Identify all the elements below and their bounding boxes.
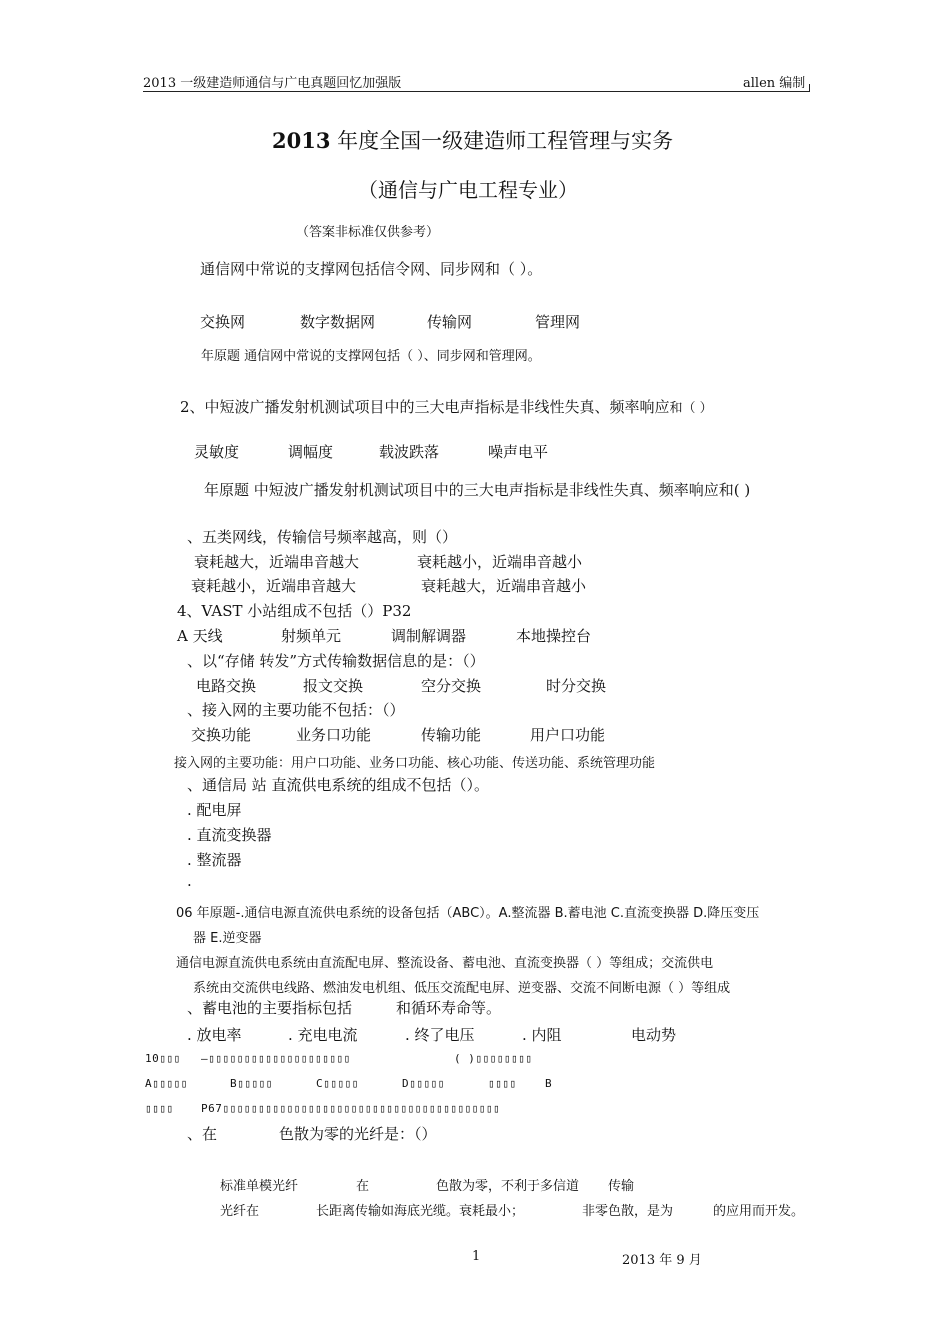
q11-text: 在	[356, 1179, 370, 1194]
garbled-line1-c: ( )▯▯▯▯▯▯▯▯	[454, 1052, 533, 1065]
option: 射频单元	[281, 627, 342, 645]
option: 交换网	[200, 313, 246, 331]
option: 数字数据网	[300, 313, 376, 331]
header-rule	[143, 91, 810, 92]
question-2-tail: 和（ ）	[669, 401, 713, 416]
question-3: 、五类网线，传输信号频率越高，则（）	[187, 528, 458, 546]
option: A 天线	[177, 627, 223, 645]
option: 衰耗越小，近端串音越大	[191, 577, 357, 595]
garbled-line3-a: ▯▯▯▯	[145, 1102, 174, 1115]
option: . 配电屏	[187, 801, 242, 819]
option: 本地操控台	[516, 627, 592, 645]
option: 报文交换	[303, 677, 364, 695]
question-7: 、通信局 站 直流供电系统的组成不包括（）。	[187, 776, 490, 794]
option: 载波跌落	[379, 443, 440, 461]
option: 衰耗越大，近端串音越大	[194, 553, 360, 571]
option: 空分交换	[421, 677, 482, 695]
q11-text: 非零色散，是为	[582, 1204, 674, 1219]
option: . 内阻	[522, 1026, 562, 1044]
option: 业务口功能	[296, 726, 372, 744]
question-1-original: 年原题 通信网中常说的支撑网包括（ ）、同步网和管理网。	[201, 349, 541, 364]
garbled-option: C▯▯▯▯▯	[316, 1077, 359, 1090]
header-left: 2013 一级建造师通信与广电真题回忆加强版	[143, 76, 402, 91]
option: .	[187, 872, 192, 890]
option: 衰耗越大，近端串音越小	[421, 577, 587, 595]
garbled-line3-b: P67▯▯▯▯▯▯▯▯▯▯▯▯▯▯▯▯▯▯▯▯▯▯▯▯▯▯▯▯▯▯▯▯▯▯▯▯▯▯▯	[201, 1102, 501, 1115]
question-7-original-line2: 器 E.逆变器	[193, 931, 262, 946]
question-2-text: 2、中短波广播发射机测试项目中的三大电声指标是非线性失真、频率响应	[180, 398, 670, 416]
garbled-answer: B	[545, 1077, 553, 1090]
title-year: 2013	[272, 128, 331, 153]
option: 噪声电平	[488, 443, 549, 461]
question-6-explanation: 接入网的主要功能：用户口功能、业务口功能、核心功能、传送功能、系统管理功能	[174, 756, 656, 771]
option: 时分交换	[546, 677, 607, 695]
header-tick	[809, 84, 810, 92]
question-11-b: 色散为零的光纤是：（）	[279, 1125, 437, 1143]
option: 传输功能	[421, 726, 482, 744]
garbled-line1-b: —▯▯▯▯▯▯▯▯▯▯▯▯▯▯▯▯▯▯▯▯	[201, 1052, 351, 1065]
question-8-a: 、蓄电池的主要指标包括	[187, 999, 353, 1017]
page-title	[272, 125, 673, 155]
option: 电动势	[631, 1026, 677, 1044]
question-8-b: 和循环寿命等。	[396, 999, 502, 1017]
page-subtitle: （通信与广电工程专业）	[358, 178, 578, 202]
option: . 终了电压	[405, 1026, 475, 1044]
question-2	[180, 396, 713, 417]
question-7-explanation-line2: 系统由交流供电线路、燃油发电机组、低压交流配电屏、逆变器、交流不间断电源（ ）等组成	[193, 981, 731, 996]
option: 交换功能	[191, 726, 252, 744]
garbled-option: D▯▯▯▯▯	[402, 1077, 445, 1090]
option: . 放电率	[187, 1026, 242, 1044]
question-11-a: 、在	[187, 1125, 218, 1143]
page-number: 1	[472, 1249, 481, 1264]
garbled-option: B▯▯▯▯▯	[230, 1077, 273, 1090]
answer-note: （答案非标准仅供参考）	[296, 225, 440, 240]
title-rest: 年度全国一级建造师工程管理与实务	[330, 129, 674, 153]
q11-text: 标准单模光纤	[220, 1179, 299, 1194]
option: 用户口功能	[530, 726, 606, 744]
q11-text: 色散为零，不利于多信道	[436, 1179, 580, 1194]
question-2-original: 年原题 中短波广播发射机测试项目中的三大电声指标是非线性失真、频率响应和( )	[204, 481, 751, 499]
footer-date: 2013 年 9 月	[622, 1253, 702, 1268]
q11-text: 的应用而开发。	[713, 1204, 805, 1219]
question-5: 、以“存储 转发”方式传输数据信息的是：（）	[187, 652, 485, 670]
option: . 充电电流	[288, 1026, 358, 1044]
question-7-explanation-line1: 通信电源直流供电系统由直流配电屏、整流设备、蓄电池、直流变换器（ ）等组成；交流供电	[176, 956, 714, 971]
option: 调幅度	[288, 443, 334, 461]
question-6: 、接入网的主要功能不包括：（）	[187, 701, 405, 719]
header-right: allen 编制	[743, 76, 806, 91]
q11-text: 光纤在	[220, 1204, 260, 1219]
q11-text: 长距离传输如海底光缆。衰耗最小；	[316, 1204, 525, 1219]
option: . 直流变换器	[187, 826, 272, 844]
option: 调制解调器	[391, 627, 467, 645]
option: 管理网	[535, 313, 581, 331]
q11-text: 传输	[608, 1179, 635, 1194]
garbled-line1-a: 10▯▯▯	[145, 1052, 181, 1065]
option: . 整流器	[187, 851, 242, 869]
question-7-original-line1: 06 年原题-.通信电源直流供电系统的设备包括（ABC）。A.整流器 B.蓄电池 C.直流变换器 D.降压变压	[176, 906, 760, 921]
garbled-option: A▯▯▯▯▯	[145, 1077, 188, 1090]
option: 传输网	[427, 313, 473, 331]
garbled-option: ▯▯▯▯	[488, 1077, 517, 1090]
option: 电路交换	[196, 677, 257, 695]
option: 灵敏度	[194, 443, 240, 461]
question-1: 通信网中常说的支撑网包括信令网、同步网和（ ）。	[200, 260, 543, 278]
option: 衰耗越小，近端串音越小	[417, 553, 583, 571]
question-4: 4、VAST 小站组成不包括（）P32	[177, 602, 412, 620]
